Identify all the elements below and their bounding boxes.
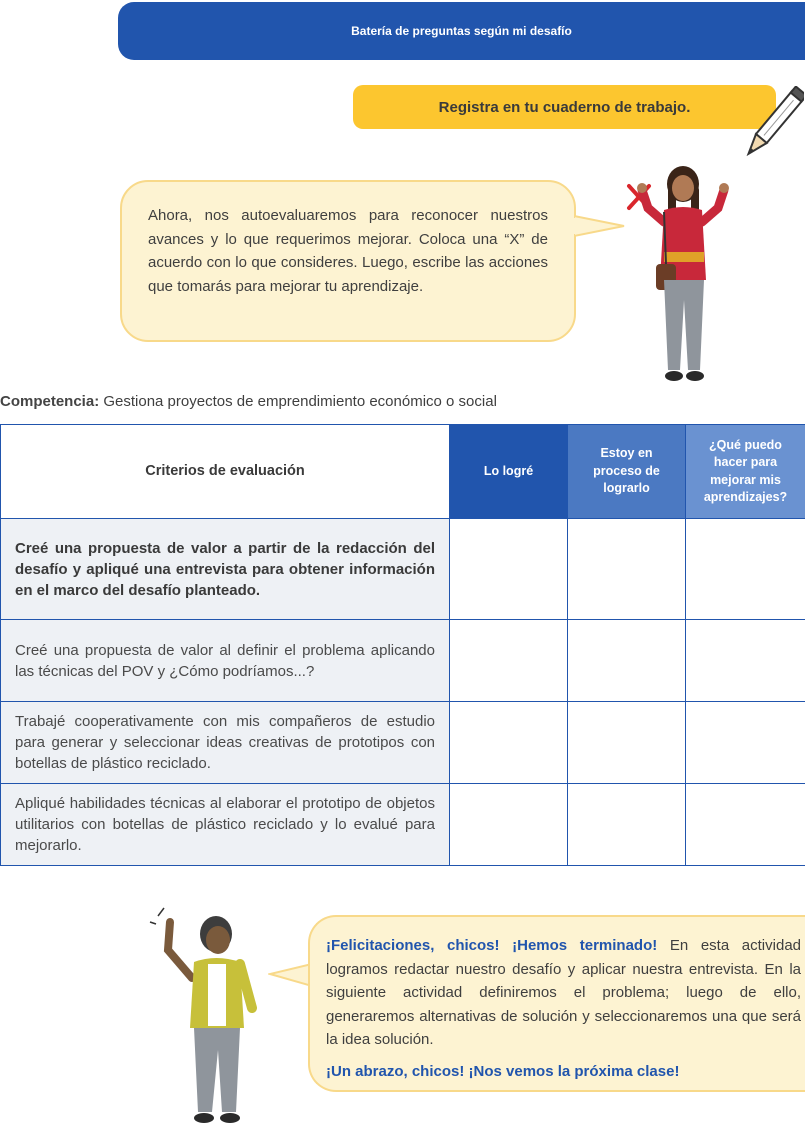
improve-cell[interactable] xyxy=(686,784,805,866)
improve-cell[interactable] xyxy=(686,702,805,784)
criterion-cell: Trabajé cooperativamente con mis compañeros de estudio para generar y seleccionar ideas creativas de prototipos con botellas de plástico reciclado. xyxy=(1,702,450,784)
in-progress-cell[interactable] xyxy=(568,620,686,702)
closing-paragraph xyxy=(326,934,805,1052)
closing-body-text: En esta actividad logramos redactar nuestro desafío y aplicar nuestra entrevista. En la siguiente actividad definiremos el problema; luego de ello, generaremos alternativas de solución y seleccionaremos una que será la idea solución. xyxy=(326,937,801,1048)
table-row xyxy=(1,519,805,620)
header-criteria: Criterios de evaluación xyxy=(1,425,450,519)
achieved-cell[interactable] xyxy=(450,620,568,702)
criterion-cell: Apliqué habilidades técnicas al elaborar el prototipo de objetos utilitarios con botellas de plástico reciclado y lo evalué para mejorarlo. xyxy=(1,784,450,866)
student-girl-illustration xyxy=(620,160,750,392)
instruction-banner xyxy=(353,85,776,129)
bubble-text: Ahora, nos autoevaluaremos para reconocer nuestros avances y lo que requerimos mejorar. Coloca una “X” de acuerdo con lo que consideres. Luego, escribe las acciones que tomarás para mejorar tu aprendizaje. xyxy=(148,207,548,295)
farewell-paragraph xyxy=(326,1060,805,1084)
in-progress-cell[interactable] xyxy=(568,519,686,620)
pencil-icon xyxy=(738,86,804,168)
header-achieved: Lo logré xyxy=(450,425,568,519)
improve-cell[interactable] xyxy=(686,519,805,620)
header-banner xyxy=(118,2,805,60)
farewell-text: ¡Un abrazo, chicos! ¡Nos vemos la próxima clase! xyxy=(326,1062,680,1080)
table-row xyxy=(1,620,805,702)
competencia-text: Gestiona proyectos de emprendimiento económico o social xyxy=(99,393,497,410)
instruction-text: Registra en tu cuaderno de trabajo. xyxy=(438,98,691,116)
competencia-line xyxy=(0,393,497,410)
header-improve: ¿Qué puedo hacer para mejorar mis aprendizajes? xyxy=(686,425,805,519)
instructions-speech-bubble xyxy=(120,180,576,342)
speech-bubble-tail xyxy=(574,212,626,240)
student-boy-illustration xyxy=(148,900,278,1130)
header-in-progress: Estoy en proceso de lograrlo xyxy=(568,425,686,519)
table-row xyxy=(1,784,805,866)
improve-cell[interactable] xyxy=(686,620,805,702)
achieved-cell[interactable] xyxy=(450,519,568,620)
table-header-row xyxy=(1,425,805,519)
criterion-cell: Creé una propuesta de valor a partir de la redacción del desafío y apliqué una entrevista para obtener información en el marco del desafío planteado. xyxy=(1,519,450,620)
closing-speech-bubble xyxy=(308,915,805,1092)
criterion-cell: Creé una propuesta de valor al definir el problema aplicando las técnicas del POV y ¿Cómo podríamos...? xyxy=(1,620,450,702)
congratulations-text: ¡Felicitaciones, chicos! ¡Hemos terminado! xyxy=(326,937,658,954)
achieved-cell[interactable] xyxy=(450,702,568,784)
self-evaluation-table xyxy=(0,424,805,866)
in-progress-cell[interactable] xyxy=(568,784,686,866)
in-progress-cell[interactable] xyxy=(568,702,686,784)
achieved-cell[interactable] xyxy=(450,784,568,866)
header-title: Batería de preguntas según mi desafío xyxy=(351,24,572,38)
table-row xyxy=(1,702,805,784)
competencia-label: Competencia: xyxy=(0,393,100,410)
speech-bubble-tail xyxy=(268,960,312,990)
